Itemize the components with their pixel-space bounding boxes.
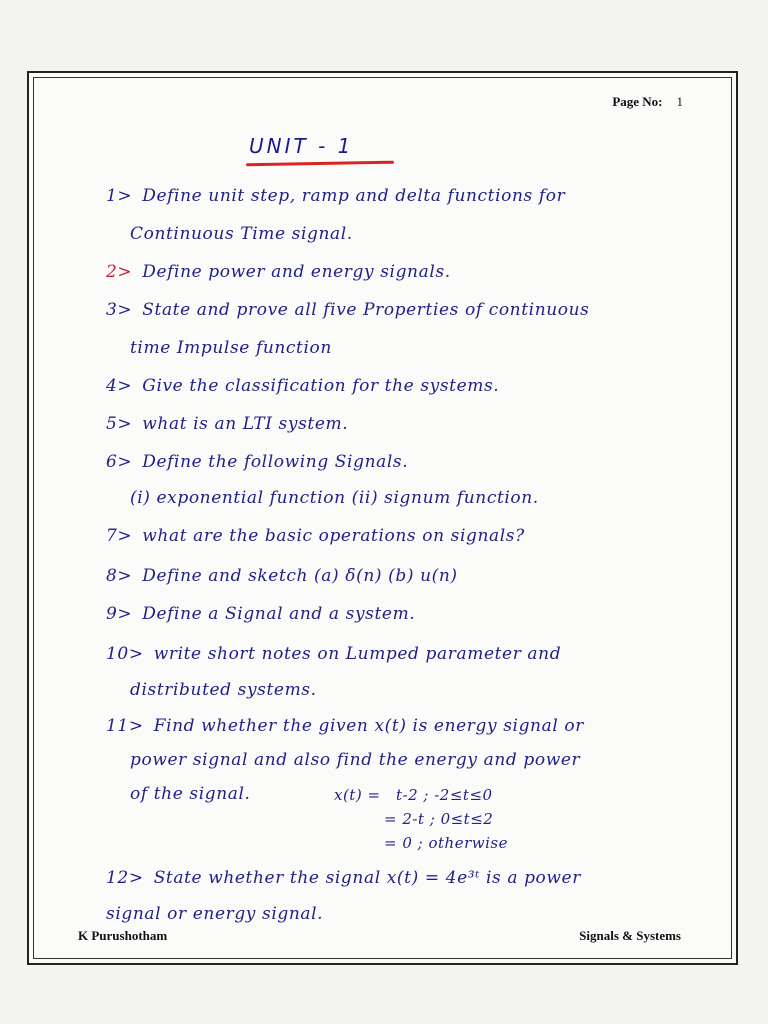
page-number: 1 — [676, 94, 683, 109]
question-11: 11> Find whether the given x(t) is energy signal or — [106, 716, 584, 736]
question-11-line-2: power signal and also find the energy and power — [130, 750, 581, 770]
question-1-line-2: Continuous Time signal. — [130, 224, 353, 244]
question-9: 9> Define a Signal and a system. — [106, 604, 416, 624]
question-3-line-2: time Impulse function — [130, 338, 332, 358]
question-10-line-2: distributed systems. — [130, 680, 317, 700]
unit-title: UNIT - 1 — [249, 134, 354, 158]
question-6: 6> Define the following Signals. — [106, 452, 409, 472]
question-10: 10> write short notes on Lumped parameter and — [106, 644, 562, 664]
equation-case-1: t-2 ; -2≤t≤0 — [396, 786, 493, 804]
question-2: 2> Define power and energy signals. — [106, 262, 451, 282]
question-8: 8> Define and sketch (a) δ(n) (b) u(n) — [106, 566, 458, 586]
equation-case-2: = 2-t ; 0≤t≤2 — [384, 810, 494, 828]
question-11-line-3: of the signal. — [130, 784, 251, 804]
equation-lhs: x(t) = — [334, 786, 381, 804]
page-number-label — [612, 94, 683, 110]
question-12: 12> State whether the signal x(t) = 4e³ᵗ is a power — [106, 868, 581, 888]
question-6-line-2: (i) exponential function (ii) signum function. — [130, 488, 539, 508]
question-4: 4> Give the classification for the systems. — [106, 376, 500, 396]
question-1: 1> Define unit step, ramp and delta functions for — [106, 186, 566, 206]
question-5: 5> what is an LTI system. — [106, 414, 349, 434]
title-underline — [246, 161, 394, 167]
page-inner-border — [33, 77, 732, 959]
equation-case-3: = 0 ; otherwise — [384, 834, 508, 852]
question-3: 3> State and prove all five Properties of continuous — [106, 300, 590, 320]
page-border — [27, 71, 738, 965]
footer-author: K Purushotham — [78, 928, 168, 943]
page-label-text: Page No: — [612, 94, 663, 109]
footer-subject: Signals & Systems — [579, 928, 681, 943]
question-12-line-2: signal or energy signal. — [106, 904, 324, 924]
question-7: 7> what are the basic operations on signals? — [106, 526, 525, 546]
